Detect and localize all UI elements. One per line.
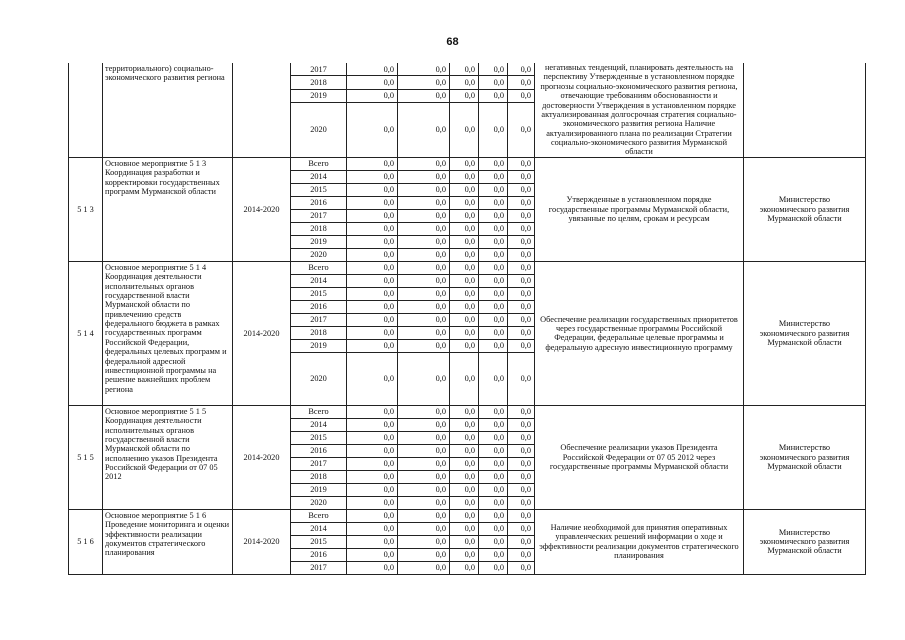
funding-value: 0,0 xyxy=(398,444,450,457)
funding-value: 0,0 xyxy=(450,63,479,76)
executor: Министерство экономического развития Мурманской области xyxy=(744,509,866,574)
funding-value: 0,0 xyxy=(479,522,508,535)
funding-value: 0,0 xyxy=(347,457,398,470)
funding-value: 0,0 xyxy=(479,170,508,183)
year-cell: 2019 xyxy=(291,235,347,248)
funding-value: 0,0 xyxy=(347,326,398,339)
funding-value: 0,0 xyxy=(347,470,398,483)
activity-period xyxy=(233,63,291,157)
funding-value: 0,0 xyxy=(450,89,479,102)
year-cell: 2018 xyxy=(291,76,347,89)
funding-value: 0,0 xyxy=(508,431,535,444)
activity-name: территориального) социально-экономического развития региона xyxy=(103,63,233,157)
funding-value: 0,0 xyxy=(450,157,479,170)
funding-value: 0,0 xyxy=(479,274,508,287)
funding-value: 0,0 xyxy=(450,548,479,561)
funding-value: 0,0 xyxy=(479,89,508,102)
funding-value: 0,0 xyxy=(347,261,398,274)
table-row xyxy=(69,261,866,274)
funding-value: 0,0 xyxy=(479,444,508,457)
funding-value: 0,0 xyxy=(398,561,450,574)
funding-value: 0,0 xyxy=(508,103,535,158)
funding-value: 0,0 xyxy=(450,313,479,326)
year-cell: 2019 xyxy=(291,483,347,496)
funding-value: 0,0 xyxy=(450,76,479,89)
activity-name: Основное мероприятие 5 1 6 Проведение мониторинга и оценки эффективности реализации документов стратегического планирования xyxy=(103,509,233,574)
funding-value: 0,0 xyxy=(398,63,450,76)
year-cell: 2016 xyxy=(291,196,347,209)
funding-value: 0,0 xyxy=(508,222,535,235)
funding-value: 0,0 xyxy=(479,483,508,496)
executor: Министерство экономического развития Мурманской области xyxy=(744,405,866,509)
funding-value: 0,0 xyxy=(450,470,479,483)
funding-value: 0,0 xyxy=(479,405,508,418)
funding-value: 0,0 xyxy=(508,352,535,405)
funding-value: 0,0 xyxy=(398,313,450,326)
funding-value: 0,0 xyxy=(398,535,450,548)
funding-value: 0,0 xyxy=(479,313,508,326)
funding-value: 0,0 xyxy=(398,235,450,248)
funding-value: 0,0 xyxy=(398,76,450,89)
funding-value: 0,0 xyxy=(398,222,450,235)
funding-value: 0,0 xyxy=(398,339,450,352)
funding-value: 0,0 xyxy=(479,352,508,405)
expected-result: Обеспечение реализации указов Президента Российской Федерации от 07 05 2012 через государственные программы Мурманской области xyxy=(535,405,744,509)
page-number: 68 xyxy=(446,36,459,48)
year-cell: 2016 xyxy=(291,444,347,457)
table-row xyxy=(69,509,866,522)
funding-value: 0,0 xyxy=(479,535,508,548)
funding-value: 0,0 xyxy=(347,235,398,248)
funding-value: 0,0 xyxy=(450,483,479,496)
funding-value: 0,0 xyxy=(347,352,398,405)
funding-value: 0,0 xyxy=(398,522,450,535)
funding-value: 0,0 xyxy=(508,261,535,274)
year-cell: 2020 xyxy=(291,352,347,405)
expected-result: Наличие необходимой для принятия оперативных управленческих решений информации о ходе и эффективности реализации документов стратегического планирования xyxy=(535,509,744,574)
activity-name: Основное мероприятие 5 1 5 Координация деятельности исполнительных органов государственной власти Мурманской области по исполнению указов Президента Российской Федерации от 07 05 2012 xyxy=(103,405,233,509)
funding-value: 0,0 xyxy=(347,209,398,222)
funding-value: 0,0 xyxy=(508,535,535,548)
funding-value: 0,0 xyxy=(508,548,535,561)
funding-value: 0,0 xyxy=(398,431,450,444)
funding-value: 0,0 xyxy=(508,339,535,352)
funding-value: 0,0 xyxy=(347,405,398,418)
funding-value: 0,0 xyxy=(398,483,450,496)
funding-value: 0,0 xyxy=(347,509,398,522)
funding-value: 0,0 xyxy=(479,431,508,444)
year-cell: 2014 xyxy=(291,522,347,535)
funding-value: 0,0 xyxy=(347,561,398,574)
year-cell: 2019 xyxy=(291,339,347,352)
funding-value: 0,0 xyxy=(347,313,398,326)
funding-value: 0,0 xyxy=(508,235,535,248)
table-row xyxy=(69,63,866,76)
activity-period: 2014-2020 xyxy=(233,405,291,509)
funding-value: 0,0 xyxy=(479,561,508,574)
funding-value: 0,0 xyxy=(450,287,479,300)
expected-result: негативных тенденций, планировать деятельность на перспективу Утвержденные в установленном порядке прогнозы социально-экономического развития региона, отвечающие требованиям обоснованности и достоверности Утверждения в установленном порядке актуализированная долгосрочная стратегия социально-экономического развития региона Наличие актуализированного плана по реализации Стратегии социально-экономического развития Мурманской области xyxy=(535,63,744,157)
activity-period: 2014-2020 xyxy=(233,261,291,405)
funding-value: 0,0 xyxy=(347,248,398,261)
funding-value: 0,0 xyxy=(398,509,450,522)
year-cell: 2015 xyxy=(291,431,347,444)
funding-value: 0,0 xyxy=(398,183,450,196)
funding-value: 0,0 xyxy=(508,496,535,509)
funding-value: 0,0 xyxy=(398,548,450,561)
funding-value: 0,0 xyxy=(450,431,479,444)
year-cell: 2015 xyxy=(291,535,347,548)
funding-value: 0,0 xyxy=(398,157,450,170)
funding-value: 0,0 xyxy=(398,89,450,102)
funding-value: 0,0 xyxy=(479,261,508,274)
year-cell: 2016 xyxy=(291,300,347,313)
funding-value: 0,0 xyxy=(450,561,479,574)
funding-value: 0,0 xyxy=(347,339,398,352)
funding-value: 0,0 xyxy=(479,103,508,158)
funding-value: 0,0 xyxy=(479,326,508,339)
funding-value: 0,0 xyxy=(508,170,535,183)
funding-value: 0,0 xyxy=(479,235,508,248)
table-row xyxy=(69,405,866,418)
funding-value: 0,0 xyxy=(398,274,450,287)
funding-value: 0,0 xyxy=(450,222,479,235)
activity-number: 5 1 6 xyxy=(69,509,103,574)
year-cell: 2014 xyxy=(291,274,347,287)
activity-name: Основное мероприятие 5 1 4 Координация деятельности исполнительных органов государственной власти Мурманской области по привлечению средств федерального бюджета в рамках государственных программ Российской Федерации, федеральных целевых программ и федеральной адресной инвестиционной программы на решение важнейших проблем региона xyxy=(103,261,233,405)
funding-value: 0,0 xyxy=(347,157,398,170)
funding-value: 0,0 xyxy=(508,405,535,418)
funding-value: 0,0 xyxy=(479,76,508,89)
funding-value: 0,0 xyxy=(479,196,508,209)
funding-value: 0,0 xyxy=(450,170,479,183)
program-activities-table xyxy=(68,63,866,575)
funding-value: 0,0 xyxy=(347,535,398,548)
funding-value: 0,0 xyxy=(398,300,450,313)
funding-value: 0,0 xyxy=(398,248,450,261)
table-row xyxy=(69,157,866,170)
funding-value: 0,0 xyxy=(508,183,535,196)
funding-value: 0,0 xyxy=(398,418,450,431)
funding-value: 0,0 xyxy=(508,470,535,483)
year-cell: 2020 xyxy=(291,248,347,261)
year-cell: 2015 xyxy=(291,183,347,196)
funding-value: 0,0 xyxy=(508,457,535,470)
funding-value: 0,0 xyxy=(347,522,398,535)
funding-value: 0,0 xyxy=(398,261,450,274)
year-cell: Всего xyxy=(291,261,347,274)
year-cell: 2014 xyxy=(291,170,347,183)
activity-number: 5 1 4 xyxy=(69,261,103,405)
funding-value: 0,0 xyxy=(450,405,479,418)
funding-value: 0,0 xyxy=(450,352,479,405)
funding-value: 0,0 xyxy=(347,274,398,287)
funding-value: 0,0 xyxy=(479,183,508,196)
funding-value: 0,0 xyxy=(398,326,450,339)
executor: Министерство экономического развития Мурманской области xyxy=(744,157,866,261)
year-cell: 2020 xyxy=(291,496,347,509)
year-cell: 2016 xyxy=(291,548,347,561)
year-cell: Всего xyxy=(291,157,347,170)
year-cell: 2018 xyxy=(291,326,347,339)
year-cell: 2017 xyxy=(291,457,347,470)
funding-value: 0,0 xyxy=(398,209,450,222)
activity-number xyxy=(69,63,103,157)
activity-period: 2014-2020 xyxy=(233,157,291,261)
year-cell: 2019 xyxy=(291,89,347,102)
expected-result: Утвержденные в установленном порядке государственные программы Мурманской области, увязанные по целям, срокам и ресурсам xyxy=(535,157,744,261)
funding-value: 0,0 xyxy=(450,300,479,313)
funding-value: 0,0 xyxy=(347,170,398,183)
funding-value: 0,0 xyxy=(508,300,535,313)
activity-number: 5 1 5 xyxy=(69,405,103,509)
funding-value: 0,0 xyxy=(347,418,398,431)
funding-value: 0,0 xyxy=(508,196,535,209)
year-cell: 2017 xyxy=(291,63,347,76)
funding-value: 0,0 xyxy=(450,274,479,287)
funding-value: 0,0 xyxy=(508,483,535,496)
funding-value: 0,0 xyxy=(479,418,508,431)
funding-value: 0,0 xyxy=(398,470,450,483)
year-cell: Всего xyxy=(291,405,347,418)
funding-value: 0,0 xyxy=(450,183,479,196)
funding-value: 0,0 xyxy=(347,76,398,89)
funding-value: 0,0 xyxy=(479,300,508,313)
funding-value: 0,0 xyxy=(347,196,398,209)
funding-value: 0,0 xyxy=(508,444,535,457)
funding-value: 0,0 xyxy=(398,170,450,183)
funding-value: 0,0 xyxy=(347,483,398,496)
funding-value: 0,0 xyxy=(508,248,535,261)
funding-value: 0,0 xyxy=(479,63,508,76)
funding-value: 0,0 xyxy=(347,548,398,561)
funding-value: 0,0 xyxy=(508,287,535,300)
funding-value: 0,0 xyxy=(450,235,479,248)
activity-period: 2014-2020 xyxy=(233,509,291,574)
funding-value: 0,0 xyxy=(450,418,479,431)
funding-value: 0,0 xyxy=(508,63,535,76)
funding-value: 0,0 xyxy=(450,103,479,158)
funding-value: 0,0 xyxy=(508,561,535,574)
funding-value: 0,0 xyxy=(450,535,479,548)
year-cell: 2018 xyxy=(291,470,347,483)
activity-number: 5 1 3 xyxy=(69,157,103,261)
funding-value: 0,0 xyxy=(398,196,450,209)
executor xyxy=(744,63,866,157)
funding-value: 0,0 xyxy=(398,352,450,405)
funding-value: 0,0 xyxy=(347,183,398,196)
funding-value: 0,0 xyxy=(347,103,398,158)
funding-value: 0,0 xyxy=(479,339,508,352)
funding-value: 0,0 xyxy=(508,157,535,170)
funding-value: 0,0 xyxy=(450,209,479,222)
funding-value: 0,0 xyxy=(508,274,535,287)
funding-value: 0,0 xyxy=(398,405,450,418)
funding-value: 0,0 xyxy=(479,496,508,509)
year-cell: Всего xyxy=(291,509,347,522)
funding-value: 0,0 xyxy=(347,222,398,235)
expected-result: Обеспечение реализации государственных приоритетов через государственные программы Российской Федерации, федеральные целевые программы и федеральную адресную инвестиционную программу xyxy=(535,261,744,405)
funding-value: 0,0 xyxy=(398,103,450,158)
funding-value: 0,0 xyxy=(450,444,479,457)
funding-value: 0,0 xyxy=(450,509,479,522)
year-cell: 2017 xyxy=(291,209,347,222)
funding-value: 0,0 xyxy=(398,457,450,470)
funding-value: 0,0 xyxy=(479,222,508,235)
funding-value: 0,0 xyxy=(479,248,508,261)
year-cell: 2017 xyxy=(291,561,347,574)
funding-value: 0,0 xyxy=(347,431,398,444)
funding-value: 0,0 xyxy=(508,509,535,522)
funding-value: 0,0 xyxy=(479,209,508,222)
funding-value: 0,0 xyxy=(479,470,508,483)
funding-value: 0,0 xyxy=(398,496,450,509)
funding-value: 0,0 xyxy=(508,313,535,326)
funding-value: 0,0 xyxy=(508,418,535,431)
funding-value: 0,0 xyxy=(347,287,398,300)
executor: Министерство экономического развития Мурманской области xyxy=(744,261,866,405)
year-cell: 2018 xyxy=(291,222,347,235)
funding-value: 0,0 xyxy=(347,63,398,76)
funding-value: 0,0 xyxy=(347,89,398,102)
funding-value: 0,0 xyxy=(450,496,479,509)
funding-value: 0,0 xyxy=(508,326,535,339)
activity-name: Основное мероприятие 5 1 3 Координация разработки и корректировки государственных программ Мурманской области xyxy=(103,157,233,261)
funding-value: 0,0 xyxy=(450,261,479,274)
funding-value: 0,0 xyxy=(479,509,508,522)
funding-value: 0,0 xyxy=(479,457,508,470)
year-cell: 2017 xyxy=(291,313,347,326)
funding-value: 0,0 xyxy=(347,444,398,457)
year-cell: 2015 xyxy=(291,287,347,300)
year-cell: 2020 xyxy=(291,103,347,158)
funding-value: 0,0 xyxy=(479,157,508,170)
funding-value: 0,0 xyxy=(479,548,508,561)
funding-value: 0,0 xyxy=(450,196,479,209)
funding-value: 0,0 xyxy=(398,287,450,300)
funding-value: 0,0 xyxy=(450,326,479,339)
funding-value: 0,0 xyxy=(508,522,535,535)
funding-value: 0,0 xyxy=(508,209,535,222)
funding-value: 0,0 xyxy=(508,76,535,89)
funding-value: 0,0 xyxy=(479,287,508,300)
funding-value: 0,0 xyxy=(508,89,535,102)
funding-value: 0,0 xyxy=(450,522,479,535)
funding-value: 0,0 xyxy=(450,339,479,352)
year-cell: 2014 xyxy=(291,418,347,431)
funding-value: 0,0 xyxy=(450,248,479,261)
funding-value: 0,0 xyxy=(347,300,398,313)
funding-value: 0,0 xyxy=(347,496,398,509)
funding-value: 0,0 xyxy=(450,457,479,470)
